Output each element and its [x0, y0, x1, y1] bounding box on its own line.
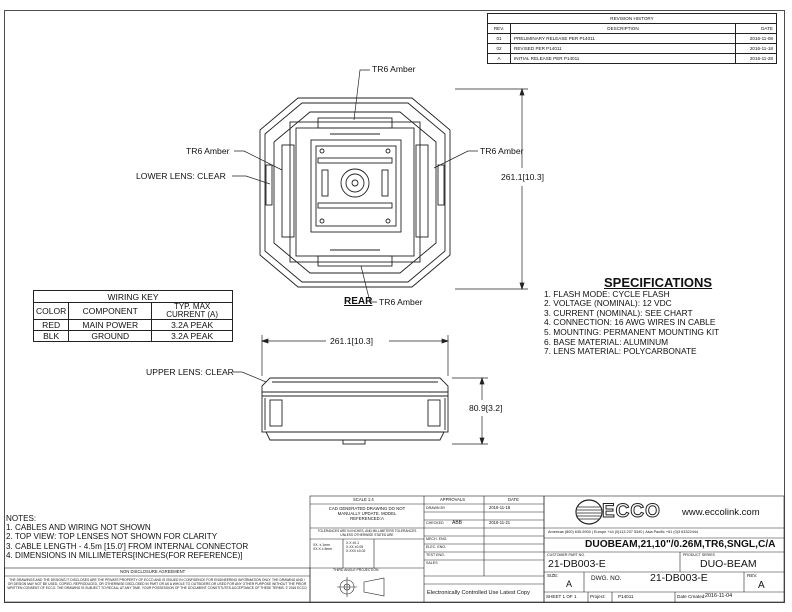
dim-width-side: 261.1[10.3] [330, 336, 374, 346]
spec-item: 1. FLASH MODE: CYCLE FLASH [544, 288, 670, 299]
cad-note: CAD GENERATED DRAWING DO NOT MANUALLY UPDATE. MODEL REFERENCED:A [328, 506, 406, 521]
tolerance-decimals: X.X ±0.1 X.XX ±0.05 X.XXX ±0.02 [346, 541, 366, 553]
callout-tr6-top: TR6 Amber [372, 64, 416, 74]
notes [6, 514, 248, 560]
wiring-row: RED MAIN POWER 3.2A PEAK [34, 320, 233, 331]
revision-row: 02 REVISED PER P14011 2016-11-18 [488, 44, 777, 54]
callout-tr6-right: TR6 Amber [480, 146, 524, 156]
note-item: 2. TOP VIEW: TOP LENSES NOT SHOWN FOR CLARITY [6, 532, 218, 542]
nda-title: NON DISCLOSURE AGREEMENT [120, 569, 186, 574]
dim-height-side: 80.9[3.2] [469, 403, 503, 413]
product-series-label: PRODUCT SERIES [683, 553, 715, 557]
checked-date: 2016-11-21 [489, 520, 511, 525]
callout-tr6-bottom: TR6 Amber [379, 297, 423, 307]
website: www.eccolink.com [682, 507, 760, 518]
customer-part-no: 21-DB003-E [548, 558, 606, 570]
callout-upper-lens: UPPER LENS: CLEAR [146, 367, 234, 377]
customer-part-label: CUSTOMER PART NO. [547, 553, 586, 557]
date-header: DATE [508, 497, 519, 502]
view-label-rear: REAR [344, 296, 373, 307]
tolerance-note: TOLERANCES ARE IN INCHES, AND MILLIMETERS TOLERANCES UNLESS OTHERWISE STATED ARE [317, 529, 417, 537]
approvals-header: APPROVALS [440, 497, 466, 502]
sheet-label: SHEET 1 OF 1 [546, 594, 577, 599]
wiring-row: BLK GROUND 3.2A PEAK [34, 331, 233, 342]
ecco-logo-text: ECCO [602, 501, 661, 522]
rev-label: REV. [747, 573, 758, 578]
drawn-by-label: DRAWN BY [426, 506, 446, 510]
spec-item: 5. MOUNTING: PERMANENT MOUNTING KIT [544, 326, 720, 337]
specifications-title: SPECIFICATIONS [604, 275, 713, 290]
project-value: P14011 [618, 594, 634, 599]
revision-history-table [487, 13, 777, 64]
spec-item: 3. CURRENT (NOMINAL): SEE CHART [544, 307, 693, 318]
spec-item: 4. CONNECTION: 16 AWG WIRES IN CABLE [544, 317, 716, 328]
wiring-key-table [33, 290, 233, 342]
callout-tr6-left: TR6 Amber [186, 146, 230, 156]
part-description: DUOBEAM,21,10"/0.26M,TR6,SNGL,C/A [585, 539, 776, 550]
callout-lower-lens: LOWER LENS: CLEAR [136, 171, 226, 181]
dwg-no-label: DWG. NO. [591, 575, 622, 582]
wk-header-current: TYP. MAX CURRENT (A) [152, 303, 233, 320]
notes-title: NOTES: [6, 514, 37, 523]
tolerance-values: XX. ±.1mm XX.X ±.5mm [313, 543, 333, 551]
rev-header-desc: DESCRIPTION [511, 24, 736, 34]
checked-by: ABB [452, 520, 463, 526]
specifications [544, 275, 720, 357]
wk-header-component: COMPONENT [69, 303, 152, 320]
test-eng-label: TEST ENG. [426, 553, 445, 557]
date-created-label: Date Created: [677, 594, 706, 599]
wiring-key-title: WIRING KEY [34, 291, 233, 303]
size-value: A [566, 579, 573, 589]
dim-height-top: 261.1[10.3] [501, 172, 545, 182]
elec-eng-label: ELEC. ENG. [426, 545, 447, 549]
date-created: 2016-11-04 [705, 593, 733, 599]
project-label: Project: [590, 594, 606, 599]
dwg-no: 21-DB003-E [650, 572, 708, 584]
drawn-date: 2016-11-18 [489, 505, 511, 510]
mech-eng-label: MECH. ENG. [426, 537, 448, 541]
controlled-note: Electronically Controlled Use Latest Copy [427, 590, 530, 596]
sales-label: SALES [426, 561, 438, 565]
rev-value: A [758, 580, 765, 591]
product-series: DUO-BEAM [700, 558, 757, 570]
spec-item: 2. VOLTAGE (NOMINAL): 12 VDC [544, 298, 672, 309]
rev-header-rev: REV. [488, 24, 511, 34]
size-label: SIZE: [547, 573, 559, 578]
rev-header-date: DATE [736, 24, 777, 34]
contacts: Americas (800) 635-5900 | Europe +44 (0)113 237 5340 | Asia Pacific +61 (0)3 63322444 [548, 530, 699, 534]
revision-row: 01 PRELIMINARY RELEASE PER P14011 2016-11-08 [488, 34, 777, 44]
third-angle-label: THIRD ANGLE PROJECTION [333, 568, 379, 572]
revision-row: A INITIAL RELEASE PER P14011 2016-11-28 [488, 54, 777, 64]
checked-label: CHECKED [426, 521, 444, 525]
wk-header-color: COLOR [34, 303, 69, 320]
scale-label: SCALE 1:4 [353, 497, 374, 502]
revision-history-title: REVISION HISTORY [488, 14, 777, 24]
spec-item: 7. LENS MATERIAL: POLYCARBONATE [544, 346, 697, 357]
nda-text: THE DRAWINGS AND THE DESIGNS IT DISCLOSES ARE THE PRIVATE PROPERTY OF ECCO AND IS ISSUED IN CONFIDENCE FOR ENGINEERING INFORMATION ONLY. THE DRAWING AND / OR DESIGN MAY NOT BE USED, COPIED, REPRODUCED, OR OTHERWISE DISCLOSED IN PART OR AS A WHOLE TO OUTSIDERS OR USED FOR ANY OTHER PURPOSE WITHOUT THE PRIOR WRITTEN CONSENT OF ECCO. THE DRAWING IS SUBJECT TO RECALL AT ANY TIME. YOUR POSSESSION OF THE DOCUMENT CONSTITUTES ACCEPTANCE OF THESE TERMS. © 2016 ECCO [7, 578, 307, 590]
note-item: 3. CABLE LENGTH - 4.5m [15.0'] FROM INTERNAL CONNECTOR [6, 541, 249, 551]
spec-item: 6. BASE MATERIAL: ALUMINUM [544, 336, 669, 347]
note-item: 4. DIMENSIONS IN MILLIMETERS[INCHES(FOR REFERENCE)] [6, 550, 243, 560]
note-item: 1. CABLES AND WIRING NOT SHOWN [6, 523, 151, 533]
